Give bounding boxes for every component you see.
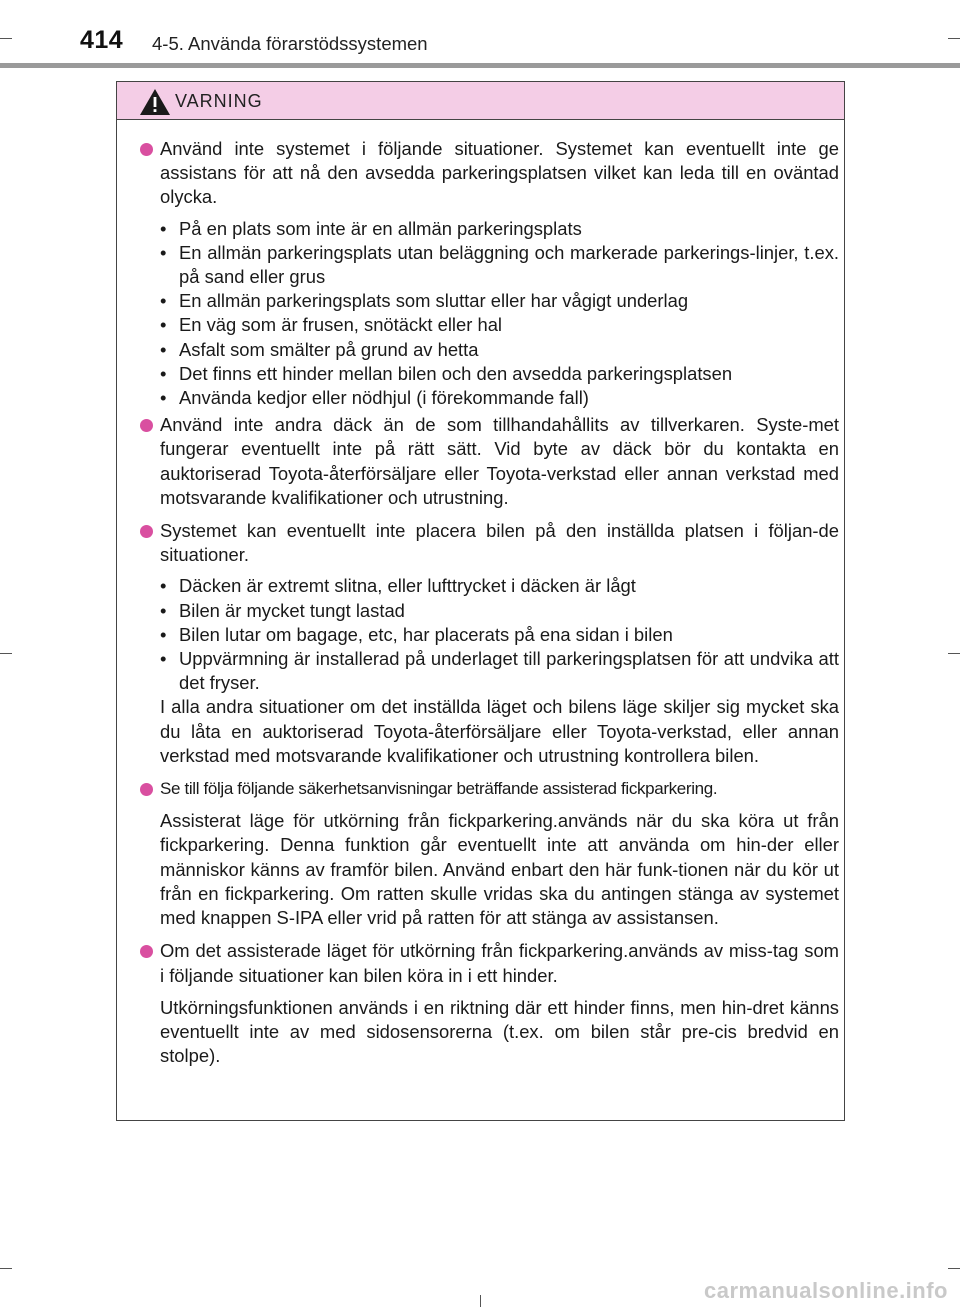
item-text: Använd inte andra däck än de som tillhandahållits av tillverkaren. Syste-met fungerar eventuellt inte på rätt sätt. Vid byte av däck bör du kontakta en auktoriserad Toyota-återförsäljare eller Toyota-verkstad eller annan verkstad med motsvarande kvalifikationer och utrustning. bbox=[160, 414, 839, 508]
bullet-list bbox=[136, 217, 839, 411]
list-item: • Asfalt som smälter på grund av hetta bbox=[160, 338, 839, 362]
list-item: • Bilen lutar om bagage, etc, har placerats på ena sidan i bilen bbox=[160, 623, 839, 647]
warning-triangle-icon bbox=[139, 88, 171, 116]
item-subtext: Assisterat läge för utkörning från fickparkering.används när du ska köra ut från fickparkering. Denna funktion går eventuellt inte att använda om hin-der eller människor känns av framför bilen. Använd enbart den här funk-tionen när du kör ut från en fickparkering. Om ratten skulle vridas ska du antingen stänga av systemet med knappen S-IPA eller vrid på ratten för att stänga av assistansen. bbox=[160, 810, 839, 929]
item-text: Använd inte systemet i följande situationer. Systemet kan eventuellt inte ge assistans för att nå den avsedda parkeringsplatsen vilket kan leda till en oväntad olycka. bbox=[160, 138, 839, 208]
item-followup-text: I alla andra situationer om det inställda läget och bilens läge skiljer sig mycket ska du låta en auktoriserad Toyota-återförsäljare eller Toyota-verkstad, eller annan verkstad med motsvarande kvalifikationer och utrustning kontrollera bilen. bbox=[160, 696, 839, 766]
warning-item bbox=[136, 413, 839, 510]
warning-box bbox=[116, 81, 845, 1121]
page-number: 414 bbox=[80, 26, 124, 54]
crop-mark bbox=[948, 653, 960, 654]
bullet-dot-icon bbox=[140, 783, 153, 796]
watermark: carmanualsonline.info bbox=[704, 1278, 948, 1303]
warning-label: VARNING bbox=[175, 91, 263, 111]
crop-mark bbox=[480, 1295, 481, 1307]
warning-item bbox=[136, 137, 839, 210]
list-item: • Däcken är extremt slitna, eller lufttrycket i däcken är lågt bbox=[160, 574, 839, 598]
warning-item bbox=[136, 777, 839, 801]
warning-item bbox=[136, 519, 839, 567]
list-item: • Uppvärmning är installerad på underlaget till parkeringsplatsen för att undvika att det fryser. bbox=[160, 647, 839, 695]
bullet-dot-icon bbox=[140, 525, 153, 538]
bullet-dot-icon bbox=[140, 143, 153, 156]
list-item: • En allmän parkeringsplats utan beläggning och markerade parkerings-linjer, t.ex. på sand eller grus bbox=[160, 241, 839, 289]
spacer bbox=[136, 510, 839, 519]
list-item: • På en plats som inte är en allmän parkeringsplats bbox=[160, 217, 839, 241]
warning-content bbox=[136, 137, 839, 1068]
bullet-dot-icon bbox=[140, 945, 153, 958]
crop-mark bbox=[948, 1268, 960, 1269]
item-subtext: Utkörningsfunktionen används i en riktning där ett hinder finns, men hin-dret känns eventuellt inte av med sidosensorerna (t.ex. om bilen står pre-cis bredvid en stolpe). bbox=[160, 996, 839, 1067]
header-rule bbox=[0, 63, 960, 68]
list-item: • En väg som är frusen, snötäckt eller hal bbox=[160, 313, 839, 337]
item-text: Systemet kan eventuellt inte placera bilen på den inställda platsen i följan-de situationer. bbox=[160, 520, 839, 566]
list-item: • Använda kedjor eller nödhjul (i förekommande fall) bbox=[160, 386, 839, 410]
spacer bbox=[136, 768, 839, 777]
crop-mark bbox=[0, 653, 12, 654]
warning-header bbox=[117, 82, 844, 120]
bullet-list bbox=[136, 574, 839, 695]
list-item: • Bilen är mycket tungt lastad bbox=[160, 599, 839, 623]
list-item: • Det finns ett hinder mellan bilen och den avsedda parkeringsplatsen bbox=[160, 362, 839, 386]
item-text: Se till följa följande säkerhetsanvisningar beträffande assisterad fickparkering. bbox=[160, 779, 718, 799]
section-title: 4-5. Använda förarstödssystemen bbox=[152, 33, 428, 54]
bullet-dot-icon bbox=[140, 419, 153, 432]
item-text: Om det assisterade läget för utkörning från fickparkering.används av miss-tag som i följande situationer kan bilen köra in i ett hinder. bbox=[160, 940, 839, 986]
spacer bbox=[136, 930, 839, 939]
list-item: • En allmän parkeringsplats som sluttar eller har vågigt underlag bbox=[160, 289, 839, 313]
warning-item bbox=[136, 939, 839, 987]
crop-mark bbox=[0, 1268, 12, 1269]
page-header bbox=[0, 0, 960, 66]
